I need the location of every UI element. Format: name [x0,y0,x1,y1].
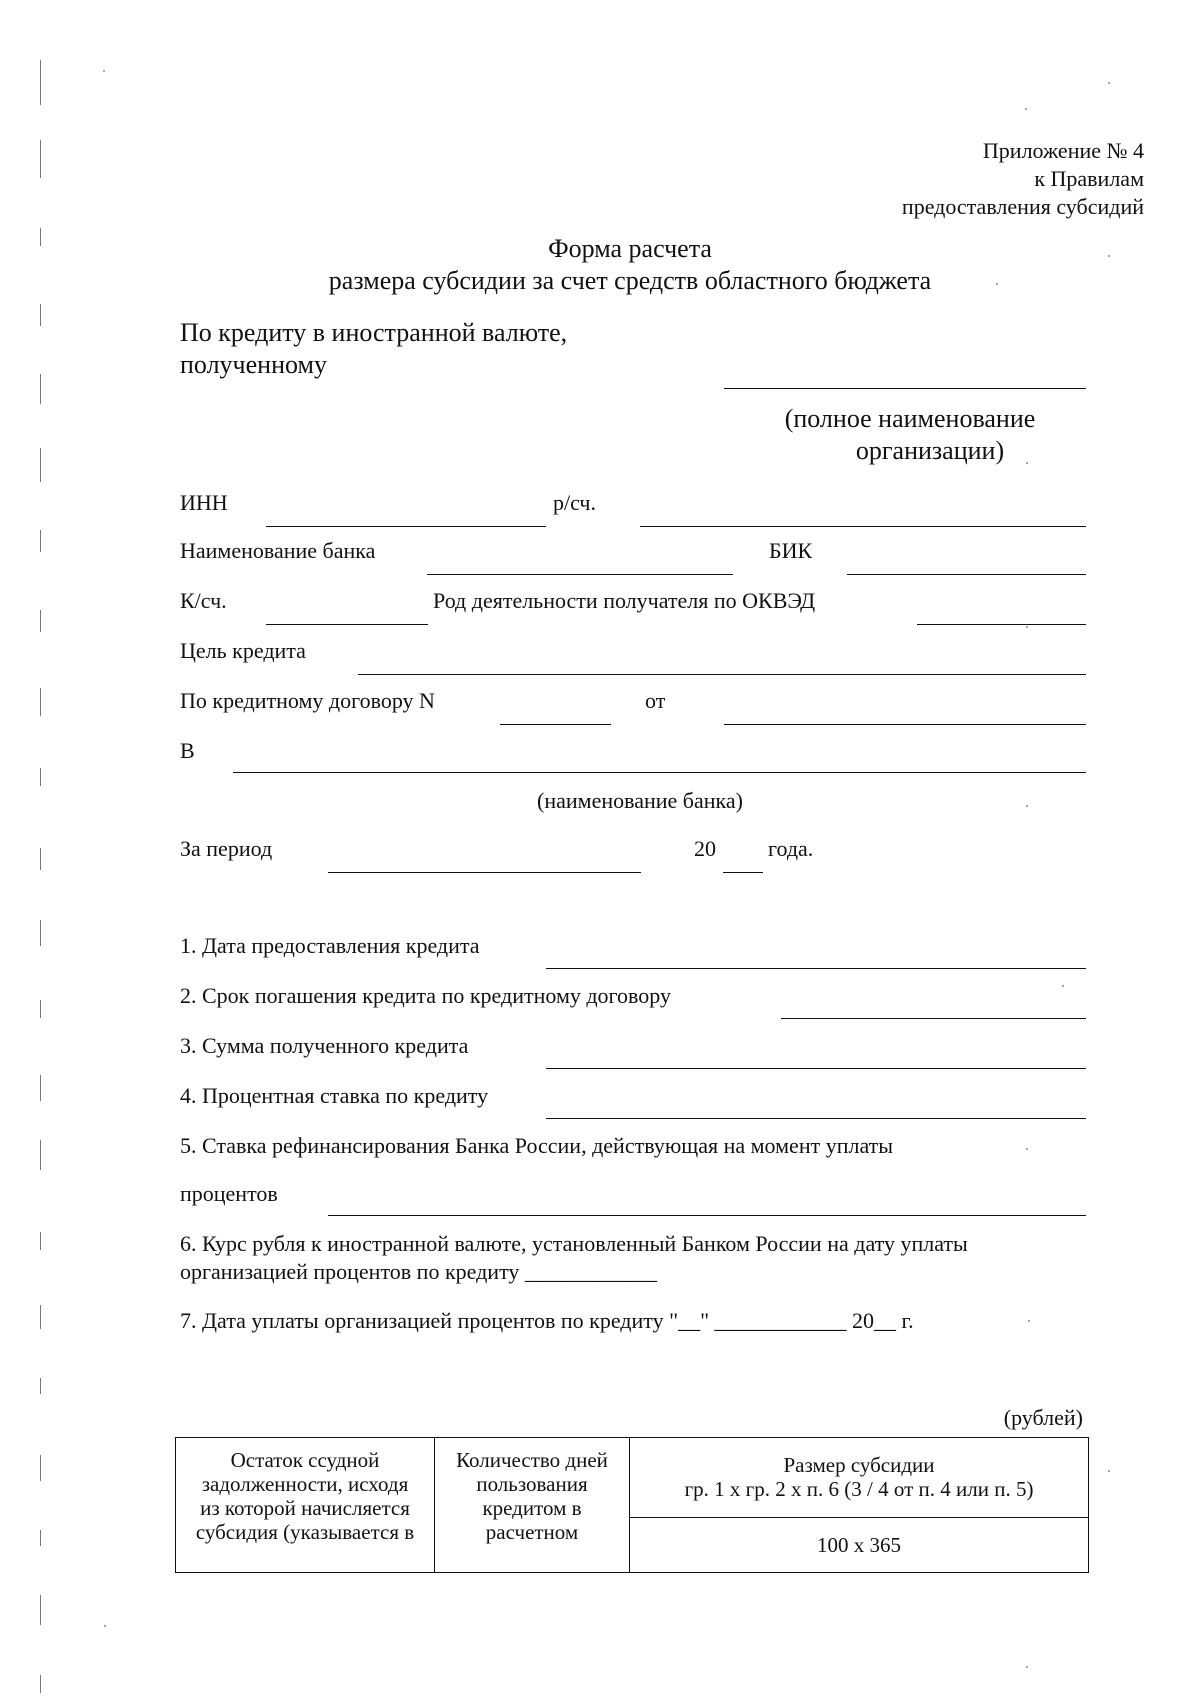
account-field[interactable] [640,526,1086,527]
year-field[interactable] [723,872,763,873]
account-label: р/сч. [553,490,597,515]
item-1-field[interactable] [546,968,1086,969]
scan-mark [40,610,41,632]
subsidy-calculation-table [175,1437,1089,1573]
scan-speck [1025,108,1027,110]
scan-speck [104,1625,106,1627]
inn-field[interactable] [266,526,546,527]
scan-mark [40,60,41,105]
scan-mark [40,848,41,870]
scan-mark [40,374,41,404]
organization-caption-1: (полное наименование [784,404,1036,433]
bank-name-label: Наименование банка [180,538,376,563]
item-2-field[interactable] [781,1018,1086,1019]
scan-mark [40,1075,41,1101]
scan-mark [40,448,41,482]
scan-mark [40,1595,41,1625]
scan-speck [1108,1470,1110,1472]
scan-speck [1026,805,1028,807]
contract-label: По кредитному договору N [180,688,435,713]
item-2-label: 2. Срок погашения кредита по кредитному договору [180,983,671,1008]
scan-speck [1026,1148,1028,1150]
bank-field[interactable] [233,772,1086,773]
scan-speck [1028,1320,1030,1322]
scan-mark [40,768,41,786]
credit-purpose-label: Цель кредита [180,638,306,663]
scan-speck [1062,985,1064,987]
intro-line-1: По кредиту в иностранной валюте, [180,318,568,347]
scan-mark [40,1675,41,1693]
scan-mark [40,1530,41,1546]
okved-label: Род деятельности получателя по ОКВЭД [433,588,816,613]
contract-from-label: от [645,688,666,713]
scan-mark [40,140,41,178]
scan-mark [40,304,41,326]
scan-mark [40,530,41,552]
item-4-label: 4. Процентная ставка по кредиту [180,1083,489,1108]
title-line-1: Форма расчета [548,234,712,263]
inn-label: ИНН [180,490,228,515]
scan-speck [103,70,105,72]
scan-speck [1108,82,1110,84]
item-5-label: 5. Ставка рефинансирования Банка России, действующая на момент уплаты [180,1133,894,1158]
scan-mark [40,920,41,946]
item-3-field[interactable] [546,1068,1086,1069]
subsidy-formula: гр. 1 x гр. 2 x п. 6 (3 / 4 от п. 4 или п. 5) [684,1477,1034,1502]
scan-mark [40,1000,41,1018]
bik-label: БИК [769,538,813,563]
subsidy-formula-numerator [630,1438,1089,1518]
item-5-field[interactable] [328,1215,1086,1216]
item-5-label-cont: процентов [180,1181,278,1206]
credit-purpose-field[interactable] [358,674,1086,675]
scan-mark [40,688,41,716]
subsidy-formula-denominator: 100 x 365 [630,1517,1089,1572]
organization-caption-2: организации) [855,436,1005,465]
corr-account-field[interactable] [266,624,428,625]
item-1-label: 1. Дата предоставления кредита [180,933,480,958]
appendix-number: Приложение № 4 [982,138,1144,163]
bank-caption: (наименование банка) [537,788,743,813]
units-label: (рублей) [1003,1405,1083,1430]
year-suffix: года. [768,836,814,861]
bank-name-field[interactable] [427,574,733,575]
intro-line-2: полученному [180,350,327,379]
scan-mark [40,1232,41,1250]
period-field[interactable] [328,872,641,873]
subsidy-size-title: Размер субсидии [783,1453,935,1478]
organization-name-field[interactable] [724,388,1086,389]
scan-speck [1026,1666,1028,1668]
item-6-label: 6. Курс рубля к иностранной валюте, установленный Банком России на дату уплаты [180,1231,968,1256]
scan-mark [40,1305,41,1329]
in-label: В [180,738,195,763]
contract-number-field[interactable] [500,724,611,725]
item-7-label: 7. Дата уплаты организацией процентов по кредиту "__" ____________ 20__ г. [180,1308,914,1333]
scan-mark [40,1378,41,1394]
scan-mark [40,1455,41,1481]
column-1-header: Остаток ссудной задолженности, исходя из которой начисляется субсидия (указывается в [176,1438,435,1573]
column-2-header: Количество дней пользования кредитом в расчетном [435,1438,630,1573]
item-4-field[interactable] [546,1118,1086,1119]
item-6-label-cont: организацией процентов по кредиту ____________ [180,1259,657,1284]
corr-account-label: К/сч. [180,588,227,613]
contract-date-field[interactable] [724,724,1086,725]
appendix-subsidies-ref: предоставления субсидий [901,194,1144,219]
item-3-label: 3. Сумма полученного кредита [180,1033,469,1058]
scan-speck [1026,626,1028,628]
appendix-rules-ref: к Правилам [1034,166,1144,191]
scan-mark [40,1140,41,1170]
period-label: За период [180,836,273,861]
year-prefix: 20 [694,836,716,861]
okved-field[interactable] [917,624,1086,625]
title-line-2: размера субсидии за счет средств областного бюджета [328,266,932,295]
bik-field[interactable] [847,574,1086,575]
